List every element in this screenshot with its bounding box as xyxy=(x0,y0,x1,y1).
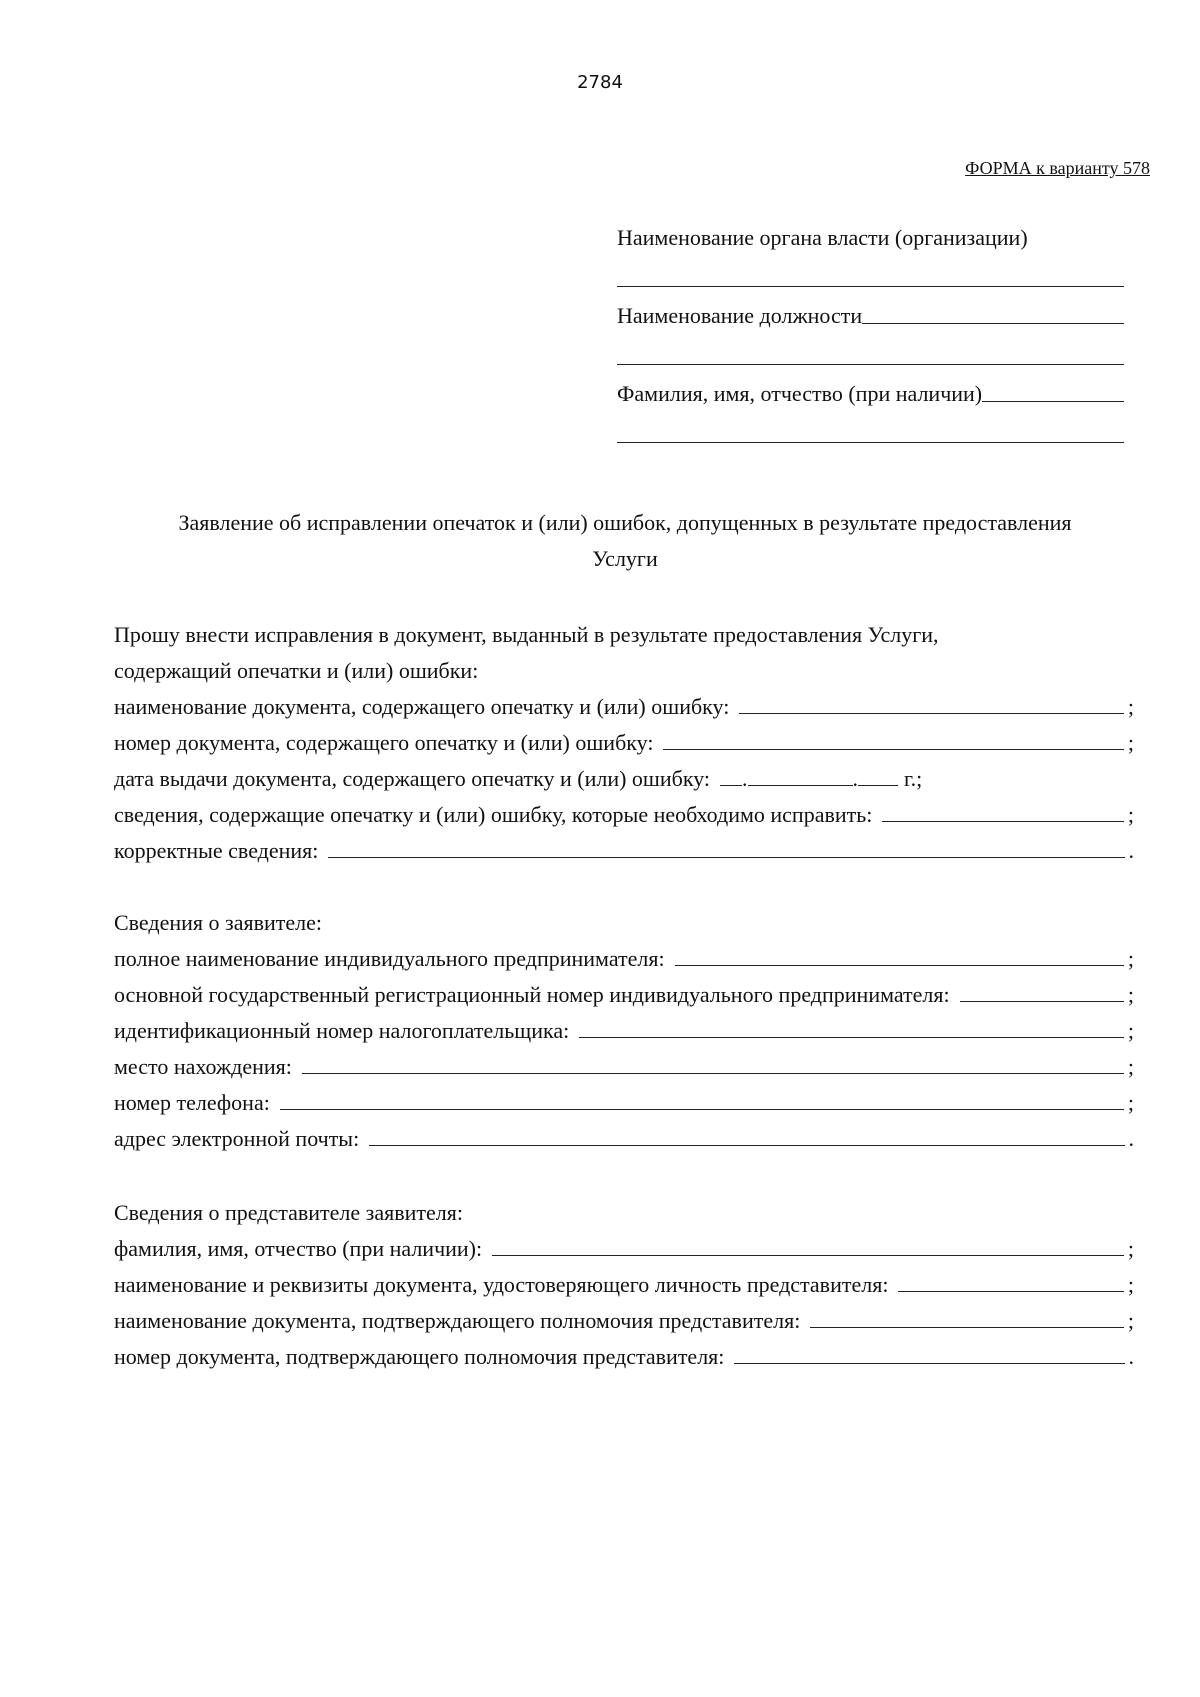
applicant-heading: Сведения о заявителе: xyxy=(114,910,323,935)
page-number: 2784 xyxy=(577,72,623,93)
addressee-block xyxy=(617,215,1124,444)
form-reference: ФОРМА к варианту 578 xyxy=(965,158,1150,178)
rep-id-doc-label: наименование и реквизиты документа, удостоверяющего личность представителя: xyxy=(114,1272,889,1297)
doc-number-row: номер документа, содержащего опечатку и (или) ошибку: ; xyxy=(114,730,1134,755)
title-line-2: Услуги xyxy=(592,546,658,571)
doc-name-label: наименование документа, содержащего опечатку и (или) ошибку: xyxy=(114,694,730,719)
document-title xyxy=(110,505,1140,577)
authority-label: Наименование органа власти (организации) xyxy=(617,225,1028,250)
error-info-row: сведения, содержащие опечатку и (или) ошибку, которые необходимо исправить: ; xyxy=(114,802,1134,827)
request-section xyxy=(114,612,1134,864)
date-year-field[interactable] xyxy=(858,784,898,786)
date-month-field[interactable] xyxy=(748,784,853,786)
inn-field[interactable] xyxy=(579,1036,1124,1038)
position-field[interactable] xyxy=(862,322,1124,324)
position-row xyxy=(617,293,1124,329)
ip-name-row: полное наименование индивидуального предпринимателя: ; xyxy=(114,946,1134,971)
date-day-field[interactable] xyxy=(720,784,742,786)
authority-row xyxy=(617,215,1124,251)
doc-name-row: наименование документа, содержащего опечатку и (или) ошибку: ; xyxy=(114,694,1134,719)
doc-number-field[interactable] xyxy=(663,748,1123,750)
error-info-label: сведения, содержащие опечатку и (или) ошибку, которые необходимо исправить: xyxy=(114,802,873,827)
rep-authority-doc-label: наименование документа, подтверждающего полномочия представителя: xyxy=(114,1308,801,1333)
applicant-section xyxy=(114,900,1134,1152)
ogrnip-field[interactable] xyxy=(960,1000,1124,1002)
email-row: адрес электронной почты: . xyxy=(114,1126,1134,1151)
fullname-field[interactable] xyxy=(982,400,1124,402)
ogrnip-label: основной государственный регистрационный номер индивидуального предпринимателя: xyxy=(114,982,950,1007)
inn-row: идентификационный номер налогоплательщика: ; xyxy=(114,1018,1134,1043)
rep-fullname-row: фамилия, имя, отчество (при наличии): ; xyxy=(114,1236,1134,1261)
fullname-label: Фамилия, имя, отчество (при наличии) xyxy=(617,381,983,406)
rep-authority-number-field[interactable] xyxy=(734,1362,1124,1364)
error-info-field[interactable] xyxy=(882,820,1123,822)
representative-heading: Сведения о представителе заявителя: xyxy=(114,1200,463,1225)
representative-section xyxy=(114,1190,1134,1370)
rep-id-doc-row: наименование и реквизиты документа, удостоверяющего личность представителя: ; xyxy=(114,1272,1134,1297)
rep-authority-number-label: номер документа, подтверждающего полномочия представителя: xyxy=(114,1344,725,1369)
rep-fullname-field[interactable] xyxy=(492,1254,1124,1256)
intro-line-2: содержащий опечатки и (или) ошибки: xyxy=(114,658,479,683)
email-label: адрес электронной почты: xyxy=(114,1126,360,1151)
phone-field[interactable] xyxy=(280,1108,1124,1110)
phone-label: номер телефона: xyxy=(114,1090,270,1115)
location-label: место нахождения: xyxy=(114,1054,292,1079)
phone-row: номер телефона: ; xyxy=(114,1090,1134,1115)
doc-date-row: дата выдачи документа, содержащего опечатку и (или) ошибку: . . г.; xyxy=(114,766,923,791)
ip-name-label: полное наименование индивидуального предпринимателя: xyxy=(114,946,665,971)
doc-name-field[interactable] xyxy=(739,712,1124,714)
ogrnip-row: основной государственный регистрационный номер индивидуального предпринимателя: ; xyxy=(114,982,1134,1007)
rep-fullname-label: фамилия, имя, отчество (при наличии): xyxy=(114,1236,483,1261)
title-line-1: Заявление об исправлении опечаток и (или) ошибок, допущенных в результате предоставления xyxy=(178,510,1072,535)
rep-authority-doc-row: наименование документа, подтверждающего полномочия представителя: ; xyxy=(114,1308,1134,1333)
fullname-row xyxy=(617,371,1124,407)
inn-label: идентификационный номер налогоплательщика: xyxy=(114,1018,570,1043)
location-row: место нахождения: ; xyxy=(114,1054,1134,1079)
rep-authority-doc-field[interactable] xyxy=(810,1326,1124,1328)
position-label: Наименование должности xyxy=(617,303,863,328)
ip-name-field[interactable] xyxy=(675,964,1124,966)
position-field-continued[interactable] xyxy=(617,329,1124,365)
authority-field[interactable] xyxy=(617,251,1124,287)
email-field[interactable] xyxy=(369,1144,1124,1146)
doc-number-label: номер документа, содержащего опечатку и (или) ошибку: xyxy=(114,730,654,755)
rep-id-doc-field[interactable] xyxy=(898,1290,1123,1292)
correct-info-field[interactable] xyxy=(328,856,1124,858)
doc-date-label: дата выдачи документа, содержащего опечатку и (или) ошибку: xyxy=(114,766,711,791)
fullname-field-continued[interactable] xyxy=(617,407,1124,443)
rep-authority-number-row: номер документа, подтверждающего полномочия представителя: . xyxy=(114,1344,1134,1369)
correct-info-label: корректные сведения: xyxy=(114,838,319,863)
correct-info-row: корректные сведения: . xyxy=(114,838,1134,863)
location-field[interactable] xyxy=(302,1072,1124,1074)
intro-line-1: Прошу внести исправления в документ, выданный в результате предоставления Услуги, xyxy=(114,622,939,647)
